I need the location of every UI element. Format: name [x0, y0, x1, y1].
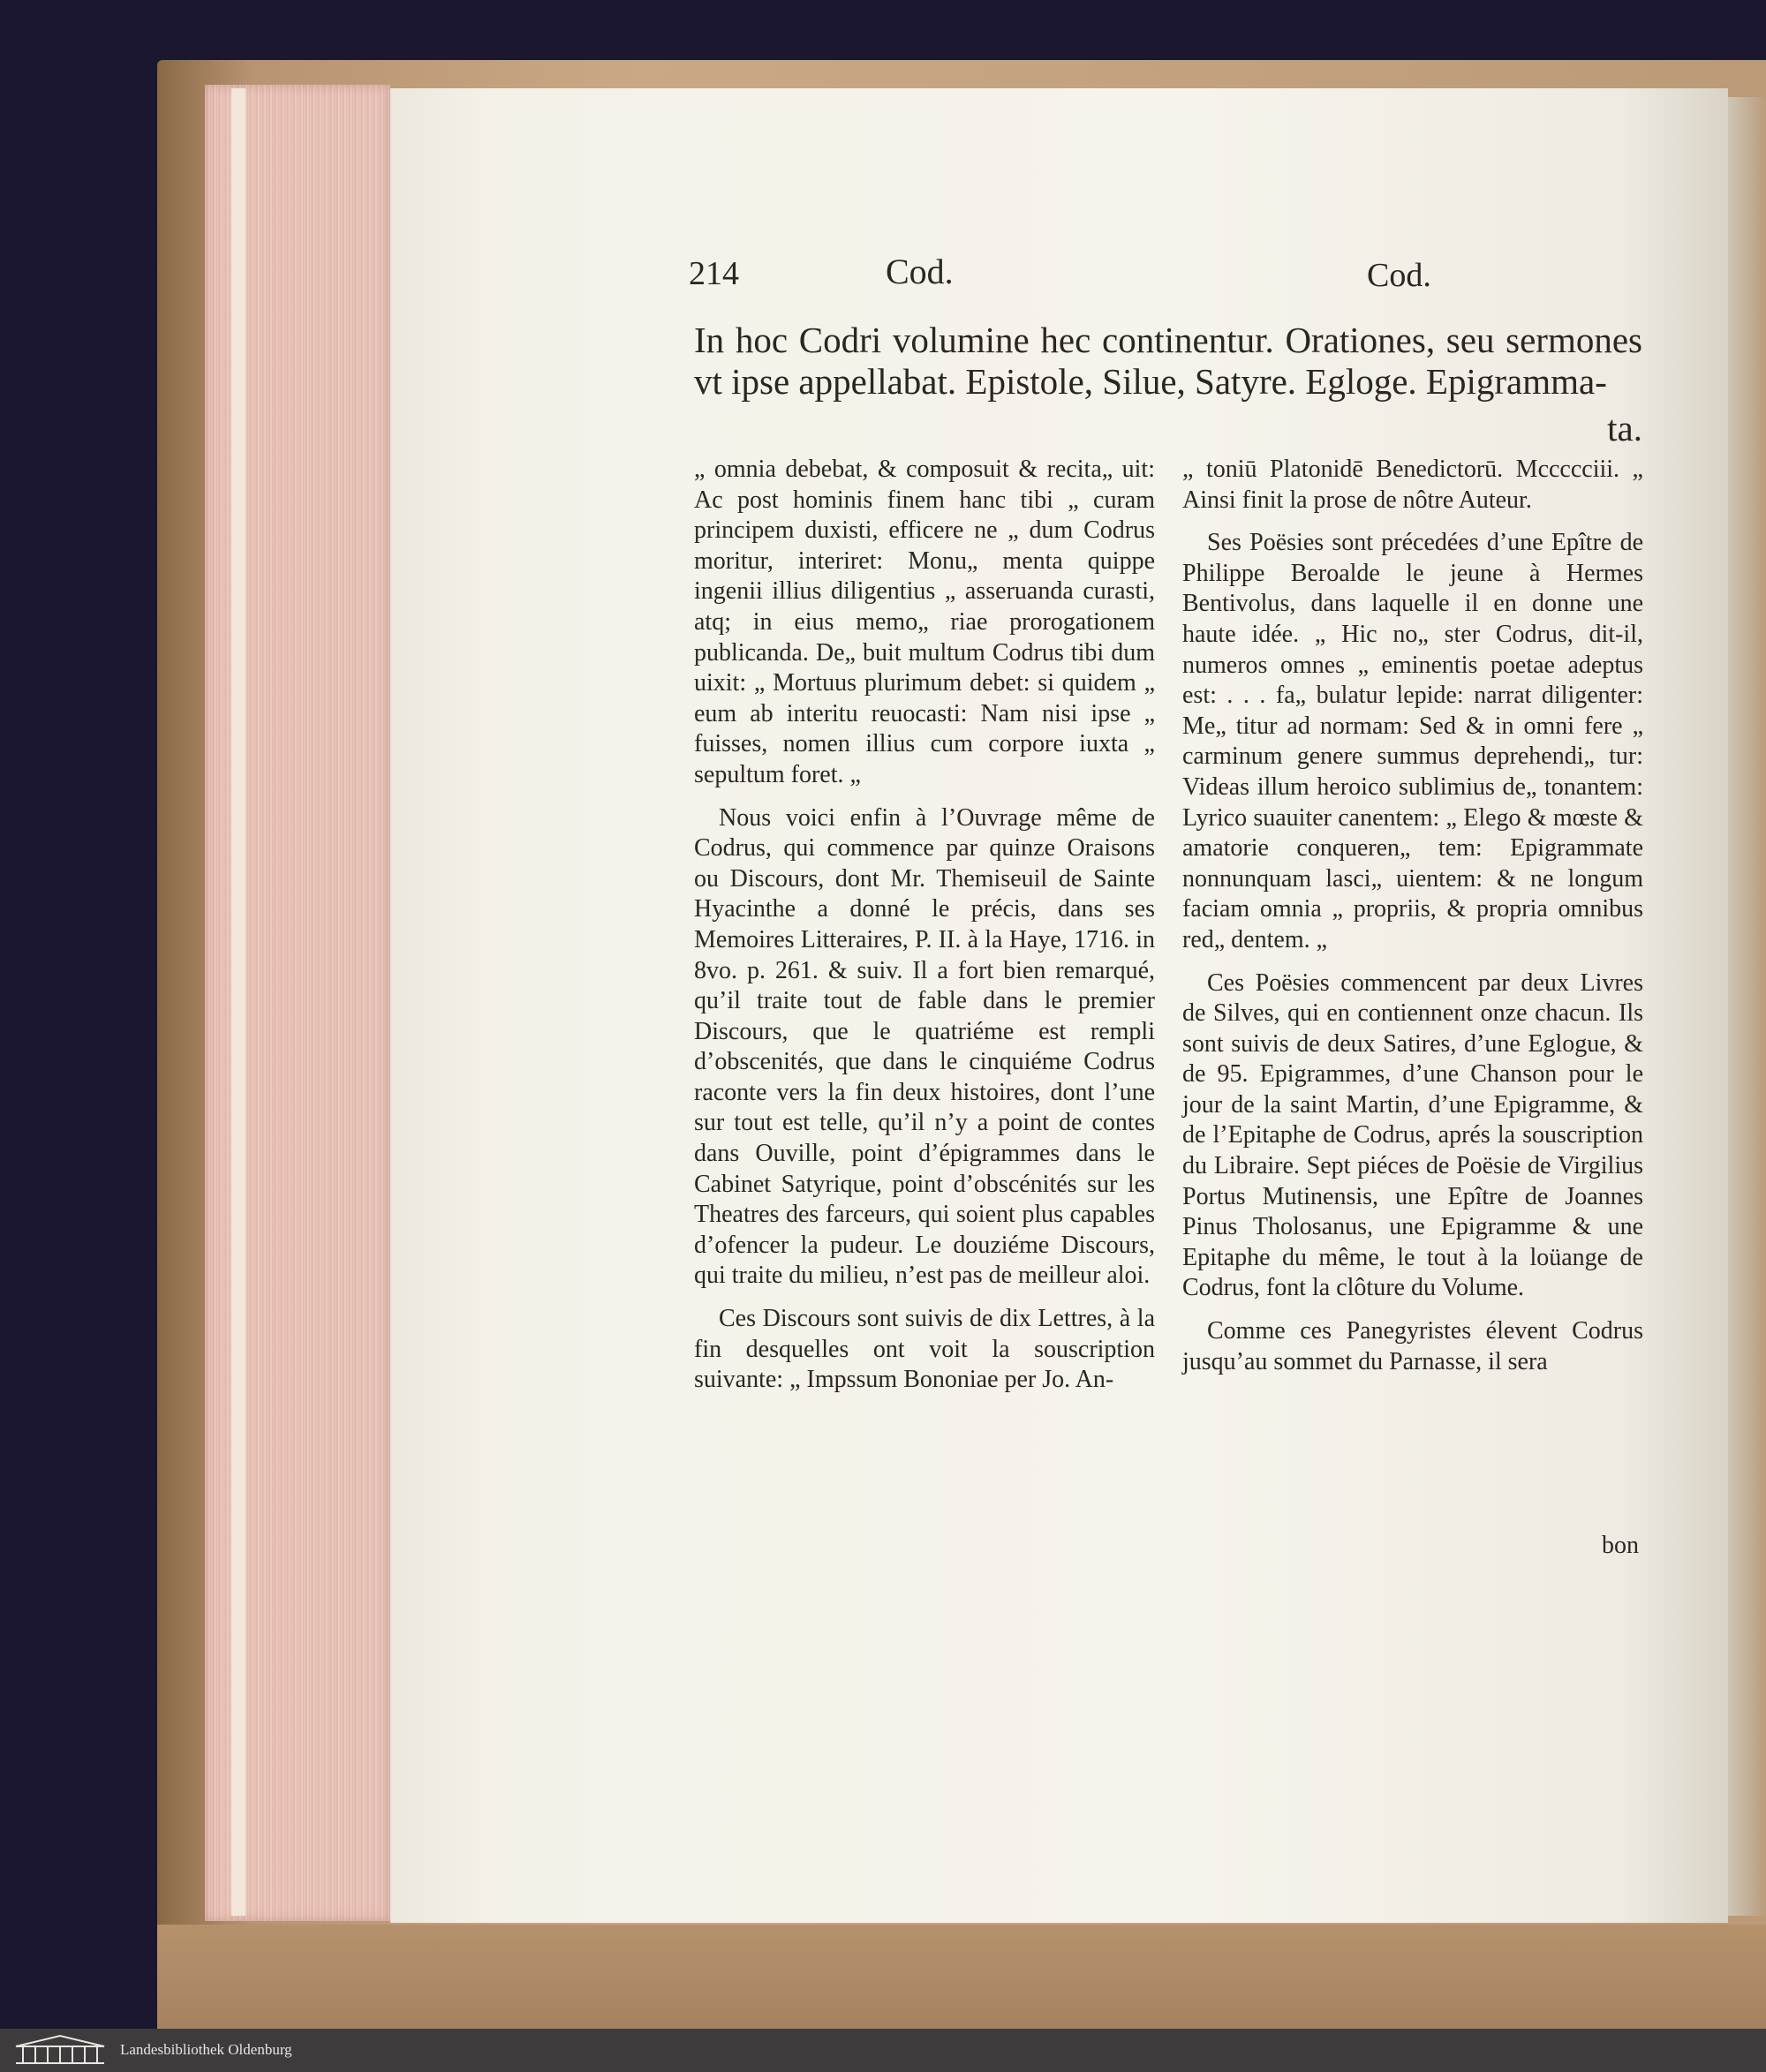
- book-cover-bottom: [157, 1925, 1766, 2029]
- right-page-edge: [1728, 97, 1766, 1916]
- running-header-left: Cod.: [886, 252, 954, 291]
- library-building-icon: [12, 2034, 108, 2066]
- catchword: bon: [1602, 1532, 1639, 1559]
- right-column: [1182, 455, 1643, 1377]
- left-paragraph: Nous voici enfin à l’Ouvrage même de Codrus, qui commence par quinze Oraisons ou Discours, dont Mr. Themiseuil de Sainte Hyacinthe a donné le précis, dans ses Memoires Litteraires, P. II. à la Haye, 1716. in 8vo. p. 261. & suiv. Il a fort bien remarqué, qu’il traite tout de fable dans le premier Discours, que le quatriéme est rempli d’obscenités, que dans le cinquiéme Codrus raconte vers la fin deux histoires, dont l’une sur tout est telle, qu’il n’y a point de contes dans Ouville, point d’épigrammes dans le Cabinet Satyrique, point d’obscénités sur les Theatres des farceurs, qui soient plus capables d’ofencer la pudeur. Le douziéme Discours, qui traite du milieu, n’est pas de meilleur aloi.: [694, 803, 1155, 1290]
- left-paragraph: Ces Discours sont suivis de dix Lettres, à la fin desquelles ont voit la souscription suivante: „ Impssum Bononiae per Jo. An-: [694, 1305, 1155, 1394]
- footer-bar: [0, 2029, 1766, 2072]
- page-edges-highlight: [231, 88, 245, 1916]
- right-paragraph: Ses Poësies sont précedées d’une Epître de Philippe Beroalde le jeune à Hermes Bentivolus, dans laquelle il en donne une haute idée. „ Hic no„ ster Codrus, dit-il, numeros omnes „ eminentis poetae adeptus est: . . . fa„ bulatur lepide: narrat diligenter: Me„ titur ad normam: Sed & in omni fere „ carminum genere summus deprehendi„ tur: Videas illum heroico sublimius de„ tonantem: Lyrico suauiter canentem: „ Elego & mœste & amatorie conqueren„ tem: Epigrammate nonnunquam lasci„ uientem: & ne longum faciam omnia „ propriis, & propria omnibus red„ dentem. „: [1182, 529, 1643, 953]
- right-paragraph: „ toniū Platonidē Benedictorū. Mccccciii. „ Ainsi finit la prose de nôtre Auteur.: [1182, 456, 1643, 514]
- right-paragraph: Comme ces Panegyristes élevent Codrus jusqu’au sommet du Parnasse, il sera: [1182, 1317, 1643, 1375]
- intro-text: In hoc Codri volumine hec continentur. Orationes, seu sermones vt ipse appellabat. Epistole, Silue, Satyre. Egloge. Epigramma-: [694, 320, 1642, 402]
- left-paragraph: „ omnia debebat, & composuit & recita„ uit: Ac post hominis finem hanc tibi „ curam principem duxisti, efficere ne „ dum Codrus moritur, interiret: Monu„ menta quippe ingenii illius diligentius „ asseruanda curasti, atq; in eius memo„ riae prorogationem publicanda. De„ buit multum Codrus tibi dum uixit: „ Mortuus plurimum debet: si quidem „ eum ab interitu reuocasti: Nam nisi ipse „ fuisses, nomen illius cum corpore iuxta „ sepultum foret. „: [694, 456, 1155, 788]
- left-column: [694, 455, 1155, 1396]
- intro-heading: [694, 320, 1642, 448]
- library-name: Landesbibliothek Oldenburg: [120, 2041, 292, 2058]
- right-paragraph: Ces Poësies commencent par deux Livres de Silves, qui en contiennent onze chacun. Ils sont suivis de deux Satires, d’une Eglogue, & de 95. Epigrammes, d’une Chanson pour le jour de la saint Martin, d’une Epigramme, & de l’Epitaphe de Codrus, aprés la souscription du Libraire. Sept piéces de Poësie de Virgilius Portus Mutinensis, une Epître de Joannes Pinus Tholosanus, une Epigramme & une Epitaphe du même, le tout à la loüange de Codrus, font la clôture du Volume.: [1182, 968, 1643, 1302]
- page-number: 214: [689, 255, 739, 292]
- running-header-right: Cod.: [1367, 257, 1431, 294]
- intro-tail: ta.: [1607, 408, 1642, 448]
